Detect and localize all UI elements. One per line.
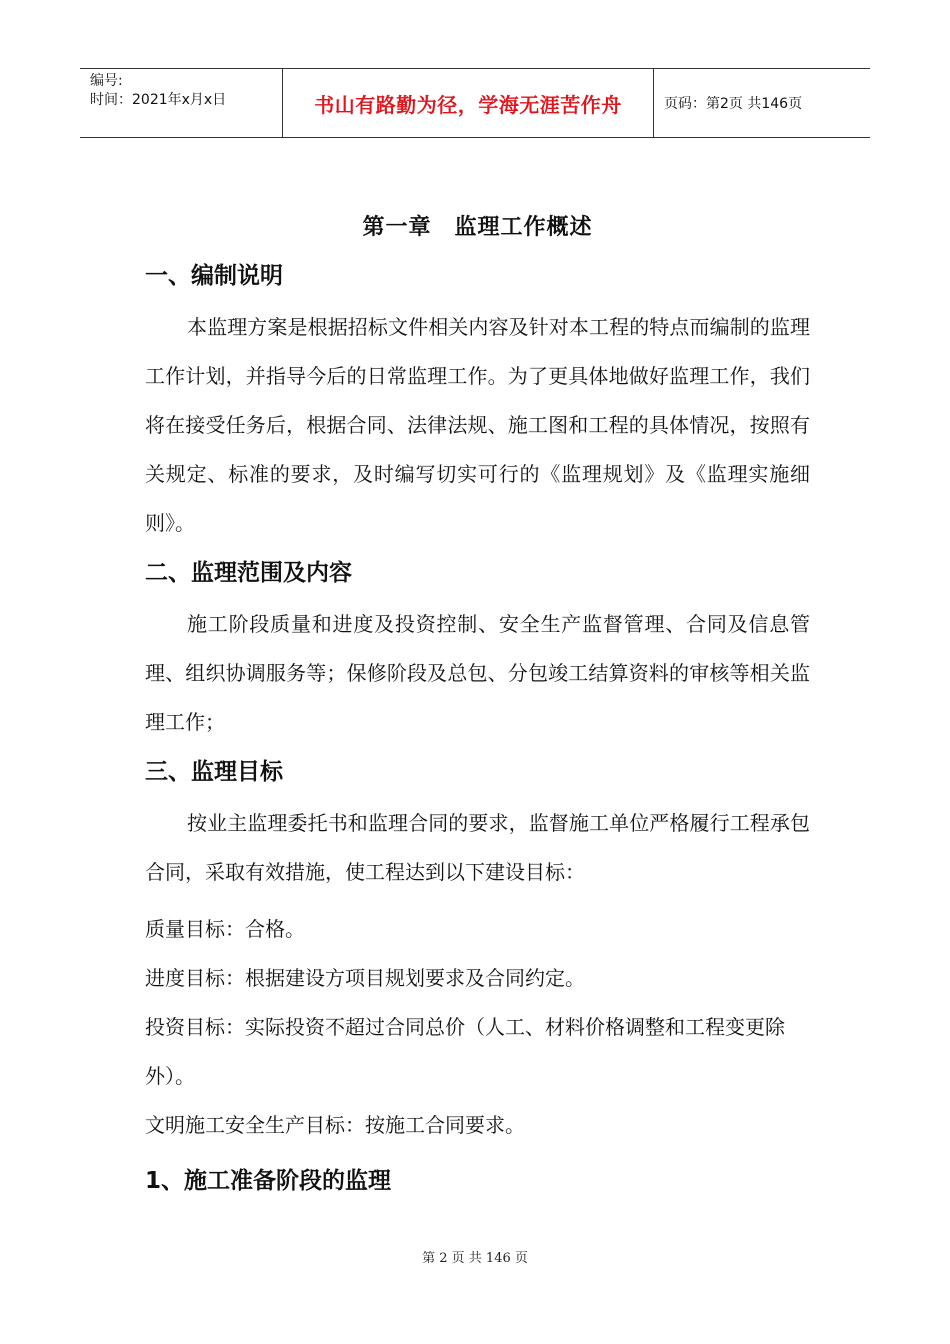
- header-page-info: 页码：第2页 共146页: [664, 96, 803, 112]
- goal-item: 进度目标：根据建设方项目规划要求及合同约定。: [145, 966, 585, 990]
- document-body: [145, 210, 810, 1208]
- section-paragraph: 施工阶段质量和进度及投资控制、安全生产监督管理、合同及信息管理、组织协调服务等；保修阶段及总包、分包竣工结算资料的审核等相关监理工作；: [145, 612, 810, 734]
- document-header: [80, 68, 870, 138]
- goal-item: 文明施工安全生产目标：按施工合同要求。: [145, 1113, 525, 1137]
- section-heading: 三、监理目标: [145, 759, 283, 785]
- section-heading: 一、编制说明: [145, 263, 283, 289]
- header-number-label: 编号:: [90, 73, 123, 89]
- goal-item: 投资目标：实际投资不超过合同总价（人工、材料价格调整和工程变更除外）。: [145, 1015, 785, 1088]
- section-paragraph: 本监理方案是根据招标文件相关内容及针对本工程的特点而编制的监理工作计划，并指导今后的日常监理工作。为了更具体地做好监理工作，我们将在接受任务后，根据合同、法律法规、施工图和工程的具体情况，按照有关规定、标准的要求，及时编写切实可行的《监理规划》及《监理实施细则》。: [145, 315, 810, 535]
- page-footer: 第 2 页 共 146 页: [422, 1251, 528, 1266]
- header-date: 时间：2021年x月x日: [90, 92, 227, 108]
- header-motto: 书山有路勤为径，学海无涯苦作舟: [283, 69, 654, 137]
- goal-item: 质量目标：合格。: [145, 917, 305, 941]
- header-meta: [80, 69, 283, 137]
- subsection-heading: 1、施工准备阶段的监理: [145, 1168, 392, 1194]
- section-heading: 二、监理范围及内容: [145, 560, 352, 586]
- chapter-title: 第一章 监理工作概述: [362, 215, 593, 240]
- section-paragraph: 按业主监理委托书和监理合同的要求，监督施工单位严格履行工程承包合同，采取有效措施，使工程达到以下建设目标：: [145, 811, 810, 884]
